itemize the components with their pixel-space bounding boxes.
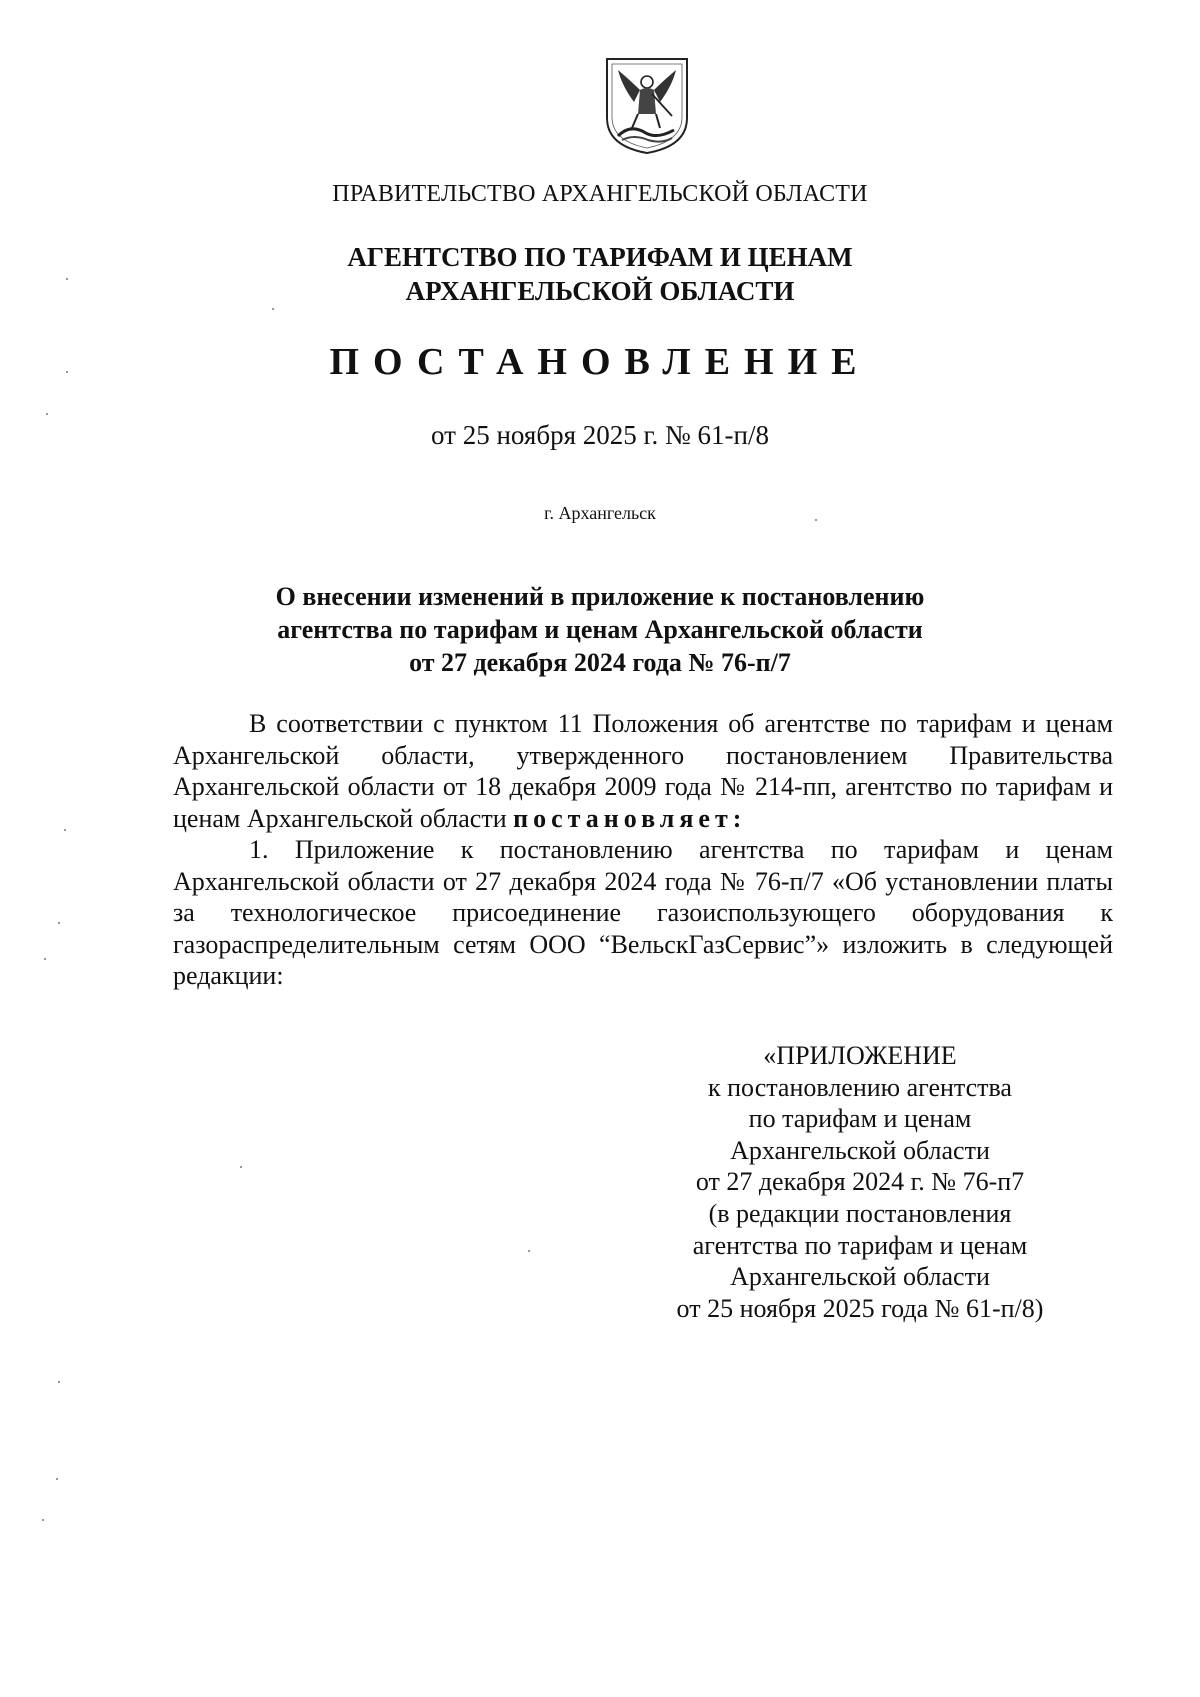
subject-line-1: О внесении изменений в приложение к постановлению bbox=[275, 582, 925, 611]
preamble-paragraph bbox=[173, 708, 1113, 834]
appendix-line: агентства по тарифам и ценам bbox=[692, 1230, 1028, 1260]
clause-1-paragraph: 1. Приложение к постановлению агентства по тарифам и ценам Архангельской области от 27 декабря 2024 года № 76-п/7 «Об установлении платы за технологическое присоединение газоиспользующего оборудования к газораспределительным сетям ООО “ВельскГазСервис”» изложить в следующей редакции: bbox=[173, 835, 1113, 990]
agency-name-line-1: АГЕНТСТВО ПО ТАРИФАМ И ЦЕНАМ bbox=[347, 242, 853, 272]
appendix-line: «ПРИЛОЖЕНИЕ bbox=[763, 1041, 957, 1070]
document-subject bbox=[0, 580, 1200, 679]
scan-speck bbox=[66, 371, 68, 373]
document-city: г. Архангельск bbox=[544, 503, 656, 523]
appendix-line: (в редакции постановления bbox=[708, 1198, 1012, 1228]
scan-speck bbox=[64, 829, 66, 831]
scan-speck bbox=[58, 922, 60, 924]
scan-speck bbox=[66, 278, 68, 280]
scan-speck bbox=[528, 1250, 530, 1252]
scan-speck bbox=[240, 1166, 242, 1168]
decree-keyword: постановляет: bbox=[513, 803, 747, 833]
appendix-line: Архангельской области bbox=[730, 1135, 990, 1165]
scan-speck bbox=[46, 413, 48, 415]
agency-name-line-2: АРХАНГЕЛЬСКОЙ ОБЛАСТИ bbox=[405, 276, 795, 306]
document-date-number: от 25 ноября 2025 г. № 61-п/8 bbox=[431, 420, 769, 450]
scan-speck bbox=[42, 1519, 44, 1521]
preamble-text: В соответствии с пунктом 11 Положения об агентстве по тарифам и ценам Архангельской области, утвержденного постановлением Правительства Архангельской области от 18 декабря 2009 года № 214-пп, агентство по тарифам и ценам Архангельской области bbox=[173, 709, 1113, 833]
appendix-line: от 25 ноября 2025 года № 61-п/8) bbox=[676, 1293, 1044, 1323]
scan-speck bbox=[272, 308, 274, 310]
subject-line-3: от 27 декабря 2024 года № 76-п/7 bbox=[409, 648, 791, 677]
agency-name bbox=[0, 240, 1200, 308]
document-body bbox=[173, 708, 1113, 992]
appendix-line: Архангельской области bbox=[730, 1262, 990, 1292]
archangel-coat-of-arms-icon bbox=[604, 56, 690, 156]
appendix-line: от 27 декабря 2024 г. № 76-п7 bbox=[695, 1167, 1025, 1197]
scan-speck bbox=[44, 958, 46, 960]
government-name: ПРАВИТЕЛЬСТВО АРХАНГЕЛЬСКОЙ ОБЛАСТИ bbox=[332, 181, 868, 207]
appendix-line: к постановлению агентства bbox=[708, 1072, 1012, 1102]
scan-speck bbox=[815, 519, 817, 521]
scan-speck bbox=[56, 1478, 58, 1480]
appendix-header bbox=[640, 1040, 1080, 1324]
document-type-title: ПОСТАНОВЛЕНИЕ bbox=[329, 341, 871, 383]
subject-line-2: агентства по тарифам и ценам Архангельской области bbox=[277, 615, 923, 644]
scan-speck bbox=[58, 1381, 60, 1383]
appendix-line: по тарифам и ценам bbox=[748, 1104, 972, 1134]
